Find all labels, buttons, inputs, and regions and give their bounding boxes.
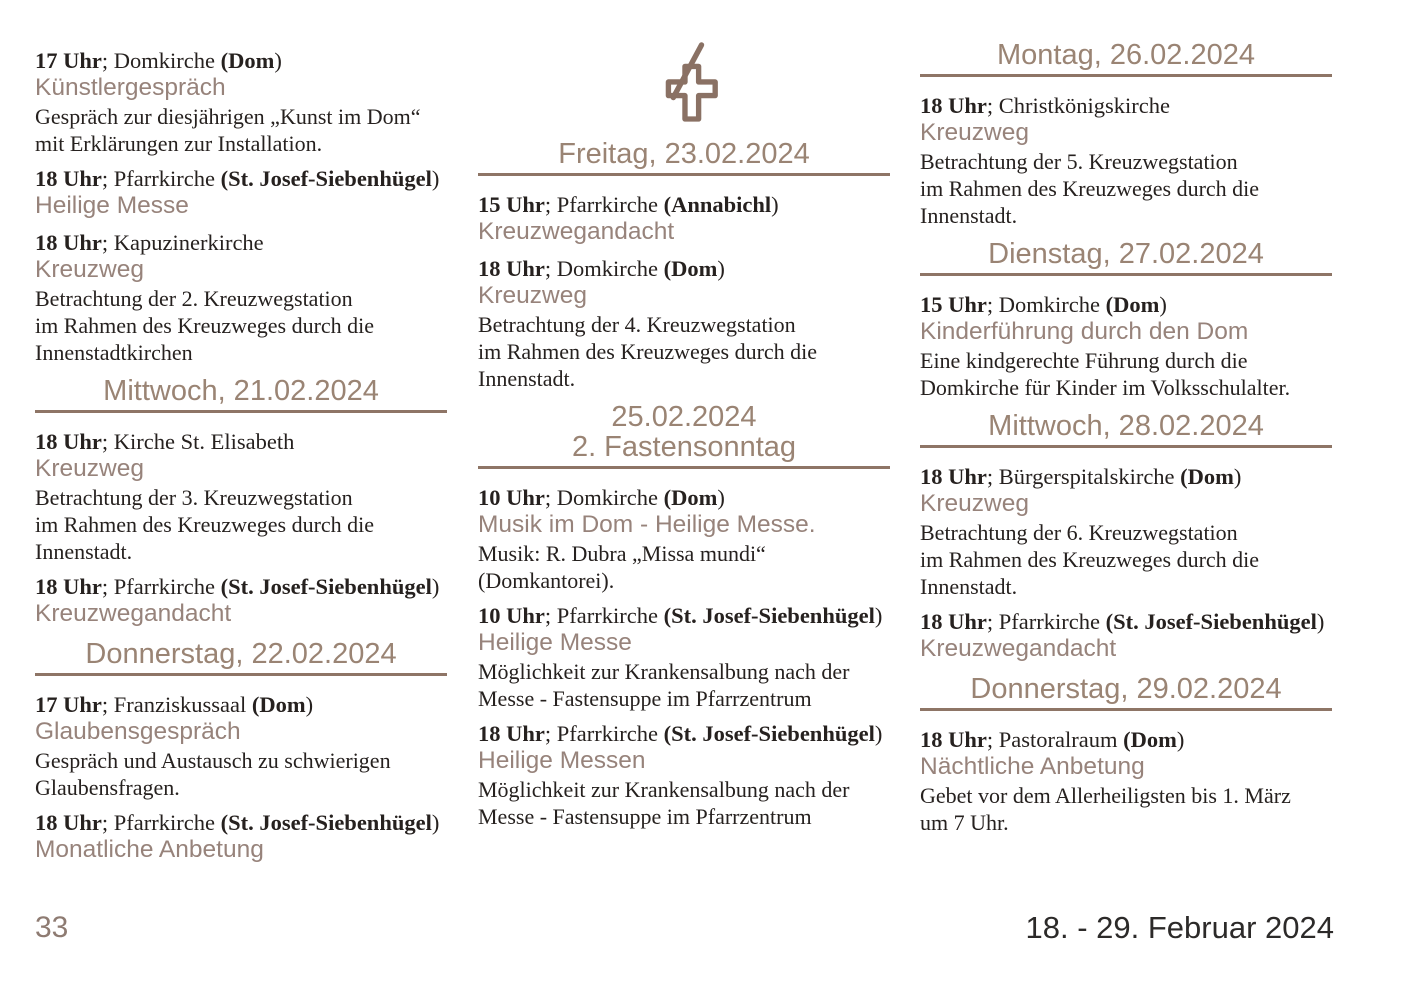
day-heading-line: 25.02.2024	[611, 401, 757, 433]
event	[478, 485, 890, 594]
event-title: Heilige Messen	[478, 747, 646, 774]
event-time-location	[920, 292, 1332, 317]
event-title: Kreuzweg	[478, 282, 587, 309]
event-place-close: )	[717, 485, 725, 510]
event-place: ; Pfarrkirche	[544, 603, 664, 628]
event-place-close: )	[1159, 292, 1167, 317]
event-title: Heilige Messe	[478, 629, 632, 656]
event-time: 18 Uhr	[35, 230, 102, 255]
event-title: Kreuzweg	[35, 455, 144, 482]
day-heading-line: Freitag, 23.02.2024	[558, 138, 810, 170]
event-place-bold: (Dom	[1123, 727, 1177, 752]
day-heading	[920, 411, 1332, 448]
day-heading-line: Dienstag, 27.02.2024	[988, 238, 1264, 270]
day-heading	[35, 639, 447, 676]
event-description-line: im Rahmen des Kreuzweges durch die	[35, 512, 375, 537]
lenten-cross-icon	[646, 40, 722, 122]
event-title: Kreuzwegandacht	[35, 600, 232, 627]
event-title: Nächtliche Anbetung	[920, 753, 1145, 780]
event-title: Glaubensgespräch	[35, 718, 241, 745]
event-place-close: )	[874, 721, 883, 746]
event	[35, 230, 447, 366]
event-place: ; Pfarrkirche	[101, 166, 221, 191]
event-time: 17 Uhr	[35, 692, 102, 717]
event	[478, 192, 890, 247]
event-time: 18 Uhr	[35, 574, 102, 599]
event-time-location	[478, 603, 890, 628]
column-right	[920, 36, 1332, 845]
event-time: 18 Uhr	[920, 727, 987, 752]
day-heading-line: Donnerstag, 29.02.2024	[970, 673, 1282, 705]
event-place-bold: (St. Josef-Siebenhügel	[220, 810, 432, 835]
event-place: ; Pfarrkirche	[101, 574, 221, 599]
event-description-line: mit Erklärungen zur Installation.	[35, 131, 323, 156]
day-heading	[35, 376, 447, 413]
page-number: 33	[35, 911, 69, 944]
event-description-line: Musik: R. Dubra „Missa mundi“	[478, 541, 766, 566]
event-time-location	[920, 727, 1332, 752]
event-place-close: )	[431, 810, 440, 835]
event-description-line: Gebet vor dem Allerheiligsten bis 1. März	[920, 783, 1291, 808]
event-description-line: Möglichkeit zur Krankensalbung nach der	[478, 659, 850, 684]
event-place-bold: (Dom	[1105, 292, 1160, 317]
event-place: ; Pfarrkirche	[986, 609, 1106, 634]
event	[35, 810, 447, 865]
event-time-location	[35, 429, 447, 454]
event-description-line: (Domkantorei).	[478, 568, 615, 593]
event-title: Kreuzweg	[35, 256, 144, 283]
event-title: Kreuzwegandacht	[478, 218, 675, 245]
event-time-location	[478, 721, 890, 746]
event-place: ; Domkirche	[544, 485, 664, 510]
event-title: Kreuzweg	[920, 490, 1029, 517]
event-description-line: Eine kindgerechte Führung durch die	[920, 348, 1248, 373]
event-time-location	[478, 485, 890, 510]
event-description-line: im Rahmen des Kreuzweges durch die	[35, 313, 375, 338]
event	[35, 166, 447, 221]
event-place-close: )	[771, 192, 779, 217]
event-title: Kreuzwegandacht	[920, 635, 1117, 662]
day-heading-line: Donnerstag, 22.02.2024	[85, 638, 397, 670]
event-time-location	[35, 810, 447, 835]
event-time: 18 Uhr	[920, 464, 987, 489]
event	[920, 93, 1332, 229]
event-place-bold: (St. Josef-Siebenhügel	[663, 721, 875, 746]
event-place-bold: (Dom	[220, 48, 275, 73]
event-description-line: im Rahmen des Kreuzweges durch die	[920, 547, 1260, 572]
day-heading	[478, 402, 890, 469]
event-place-bold: (Dom	[663, 485, 718, 510]
event-time: 18 Uhr	[35, 166, 102, 191]
event-place: ; Pfarrkirche	[544, 721, 664, 746]
event-time: 18 Uhr	[920, 93, 987, 118]
event-time: 18 Uhr	[35, 429, 102, 454]
event-place: ; Kapuzinerkirche	[101, 230, 264, 255]
event-time: 18 Uhr	[478, 256, 545, 281]
event-description-line: Innenstadt.	[478, 366, 576, 391]
event-time: 18 Uhr	[478, 721, 545, 746]
event-place-bold: (St. Josef-Siebenhügel	[1105, 609, 1317, 634]
event-place: ; Franziskussaal	[101, 692, 252, 717]
event-place-close: )	[874, 603, 883, 628]
event-place-close: )	[717, 256, 725, 281]
event-place-close: )	[431, 574, 440, 599]
event-place-close: )	[1176, 727, 1185, 752]
column-left	[35, 36, 447, 874]
event-place: ; Pastoralraum	[986, 727, 1124, 752]
event	[478, 603, 890, 712]
event-place: ; Bürgerspitalskirche	[986, 464, 1181, 489]
event-place-close: )	[431, 166, 440, 191]
event-place: ; Christkönigskirche	[986, 93, 1170, 118]
event-place: ; Pfarrkirche	[101, 810, 221, 835]
event-place: ; Domkirche	[101, 48, 221, 73]
day-heading-line: Montag, 26.02.2024	[997, 39, 1255, 71]
day-heading	[478, 139, 890, 176]
column-middle	[478, 36, 890, 839]
event	[920, 292, 1332, 401]
event-time-location	[35, 574, 447, 599]
event-description-line: Betrachtung der 6. Kreuzwegstation	[920, 520, 1238, 545]
masthead-icon-wrap	[478, 36, 890, 129]
event-description-line: um 7 Uhr.	[920, 810, 1009, 835]
event-description-line: Messe - Fastensuppe im Pfarrzentrum	[478, 804, 812, 829]
event-description-line: Messe - Fastensuppe im Pfarrzentrum	[478, 686, 812, 711]
event-description-line: Innenstadt.	[920, 574, 1018, 599]
event-description-line: Innenstadtkirchen	[35, 340, 193, 365]
event	[920, 464, 1332, 600]
event-time-location	[920, 93, 1332, 118]
event-description-line: Betrachtung der 4. Kreuzwegstation	[478, 312, 796, 337]
event-time-location	[478, 192, 890, 217]
event-description-line: Gespräch und Austausch zu schwierigen	[35, 748, 391, 773]
event-place-close: )	[1233, 464, 1242, 489]
event-time: 18 Uhr	[920, 609, 987, 634]
footer-date-range: 18. - 29. Februar 2024	[1025, 910, 1334, 945]
event-description-line: Betrachtung der 2. Kreuzwegstation	[35, 286, 353, 311]
event-place: ; Kirche St. Elisabeth	[101, 429, 295, 454]
event-description-line: im Rahmen des Kreuzweges durch die	[478, 339, 818, 364]
event	[478, 721, 890, 830]
event	[920, 727, 1332, 836]
event-time-location	[35, 230, 447, 255]
event-time: 15 Uhr	[920, 292, 987, 317]
event-description-line: Glaubensfragen.	[35, 775, 180, 800]
event-title: Kreuzweg	[920, 119, 1029, 146]
event-title: Monatliche Anbetung	[35, 836, 264, 863]
event-description-line: Innenstadt.	[920, 203, 1018, 228]
event-description-line: Gespräch zur diesjährigen „Kunst im Dom“	[35, 104, 421, 129]
event-time: 10 Uhr	[478, 603, 545, 628]
event-place-close: )	[1316, 609, 1325, 634]
event-time-location	[920, 464, 1332, 489]
event-place: ; Domkirche	[986, 292, 1106, 317]
event-time-location	[920, 609, 1332, 634]
event-place: ; Domkirche	[544, 256, 664, 281]
day-heading	[920, 239, 1332, 276]
event-place-bold: (Dom	[251, 692, 306, 717]
event-time: 17 Uhr	[35, 48, 102, 73]
event-place: ; Pfarrkirche	[544, 192, 664, 217]
event-description-line: Innenstadt.	[35, 539, 133, 564]
event-place-close: )	[274, 48, 282, 73]
event-time: 18 Uhr	[35, 810, 102, 835]
event-place-close: )	[305, 692, 314, 717]
event-place-bold: (St. Josef-Siebenhügel	[220, 166, 432, 191]
event-title: Musik im Dom - Heilige Messe.	[478, 511, 816, 538]
event-place-bold: (Dom	[663, 256, 718, 281]
day-heading-line: Mittwoch, 28.02.2024	[988, 410, 1264, 442]
event	[35, 574, 447, 629]
event	[478, 256, 890, 392]
event-time: 10 Uhr	[478, 485, 545, 510]
event-title: Kinderführung durch den Dom	[920, 318, 1249, 345]
event-description-line: Domkirche für Kinder im Volksschulalter.	[920, 375, 1291, 400]
event-time-location	[478, 256, 890, 281]
day-heading-line: Mittwoch, 21.02.2024	[103, 375, 379, 407]
event-time-location	[35, 166, 447, 191]
event-description-line: Betrachtung der 3. Kreuzwegstation	[35, 485, 353, 510]
event	[35, 48, 447, 157]
event-description-line: im Rahmen des Kreuzweges durch die	[920, 176, 1260, 201]
event-place-bold: (St. Josef-Siebenhügel	[663, 603, 875, 628]
day-heading	[920, 674, 1332, 711]
event	[920, 609, 1332, 664]
event-time: 15 Uhr	[478, 192, 545, 217]
day-heading-line: 2. Fastensonntag	[571, 431, 797, 463]
event-title: Künstlergespräch	[35, 74, 226, 101]
event-place-bold: (Annabichl	[663, 192, 772, 217]
day-heading	[920, 40, 1332, 77]
event-description-line: Betrachtung der 5. Kreuzwegstation	[920, 149, 1238, 174]
event	[35, 429, 447, 565]
event-time-location	[35, 48, 447, 73]
event-place-bold: (St. Josef-Siebenhügel	[220, 574, 432, 599]
event	[35, 692, 447, 801]
event-place-bold: (Dom	[1180, 464, 1234, 489]
event-title: Heilige Messe	[35, 192, 189, 219]
event-description-line: Möglichkeit zur Krankensalbung nach der	[478, 777, 850, 802]
event-time-location	[35, 692, 447, 717]
